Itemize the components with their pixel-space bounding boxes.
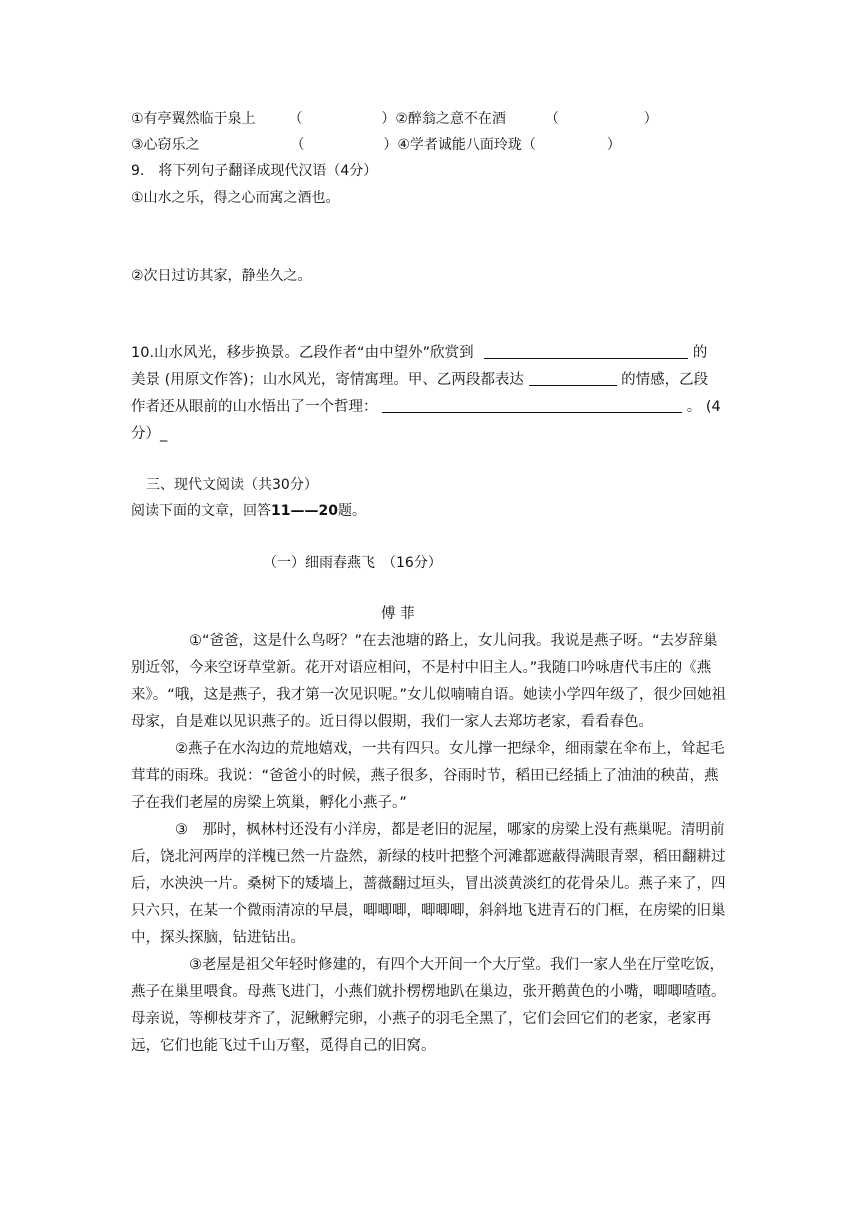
q8-paren-close-2: ）: [643, 111, 658, 127]
q10-text-2a: 美景 (用原文作答)；山水风光，寄情寓理。甲、乙两段都表达: [131, 372, 524, 388]
instruction-text-c: 题。: [337, 503, 366, 519]
section3-instruction: [131, 500, 366, 522]
q8-item-2: ）②醉翁之意不在酒: [381, 111, 506, 127]
q10-text-2b: 的情感，乙段: [621, 372, 709, 388]
article-paragraph-1: ①“爸爸，这是什么鸟呀？”在去池塘的路上，女儿问我。我说是燕子呀。“去岁辞巢别近邻，今来空讶草堂新。花开对语应相问，不是村中旧主人。”我随口吟咏唐代韦庄的《燕来》。“哦，这是燕子，我才第一次见识呢。”女儿似喃喃自语。她读小学四年级了，很少回她祖母家，自是难以见识燕子的。近日得以假期，我们一家人去郑坊老家，看看春色。: [131, 633, 727, 730]
instruction-text-a: 阅读下面的文章，回答: [131, 503, 271, 519]
q8-item-1: ①有亭翼然临于泉上: [131, 111, 256, 127]
article-paragraph-2: ②燕子在水沟边的荒地嬉戏，一共有四只。女儿撑一把绿伞，细雨蒙在伞布上，耸起毛茸茸的雨珠。我说：“爸爸小的时候，燕子很多，谷雨时节，稻田已经插上了油油的秧苗，燕子在我们老屋的房梁上筑巢，孵化小燕子。”: [131, 741, 725, 811]
article-paragraph-4: ③老屋是祖父年轻时修建的，有四个大开间一个大厅堂。我们一家人坐在厅堂吃饭，燕子在巢里喂食。母燕飞进门，小燕们就扑楞楞地趴在巢边，张开鹅黄色的小嘴，唧唧喳喳。母亲说，等柳枝芽齐了，泥鳅孵完卵，小燕子的羽毛全黑了，它们会回它们的老家，老家再远，它们也能飞过千山万壑，觅得自己的旧窝。: [131, 957, 726, 1054]
q10-line-2: [131, 369, 708, 391]
q10-blank-3[interactable]: [382, 396, 682, 413]
article-paragraph-3: ③ 那时，枫林村还没有小洋房，都是老旧的泥屋，哪家的房梁上没有燕巢呢。清明前后，饶北河两岸的洋槐已然一片盎然，新绿的枝叶把整个河滩都遮蔽得满眼青翠，稻田翻耕过后，水泱泱一片。桑树下的矮墙上，蔷薇翻过垣头，冒出淡黄淡红的花骨朵儿。燕子来了，四只六只，在某一个微雨清凉的早晨，唧唧唧，唧唧唧，斜斜地飞进青石的门框，在房梁的旧巢中，探头探脑，钻进钻出。: [131, 822, 726, 946]
q9-sentence-1: ①山水之乐，得之心而寓之酒也。: [131, 190, 340, 206]
q10-line-3: [131, 396, 721, 418]
q10-text-1a: 10.山水风光，移步换景。乙段作者“由中望外”欣赏到: [131, 345, 474, 361]
q9-answer-space-1[interactable]: [131, 212, 731, 262]
q10-line-4: 分）_: [131, 426, 168, 442]
q9-answer-space-2[interactable]: [131, 290, 731, 340]
q10-blank-2[interactable]: [529, 369, 617, 386]
q9-sentence-2: ②次日过访其家，静坐久之。: [131, 268, 312, 284]
q8-paren-open-3: （: [290, 137, 305, 153]
article-title: （一）细雨春燕飞 （16分）: [263, 555, 442, 571]
q8-paren-open-2: （: [544, 111, 559, 127]
instruction-range: 11——20: [271, 503, 338, 519]
q8-item-3: ③心窃乐之: [131, 137, 200, 153]
q10-text-3b: 。 (4: [686, 399, 721, 415]
section3-title: 三、现代文阅读（共30分）: [146, 477, 318, 493]
article-author: 傅 菲: [381, 606, 415, 622]
q8-row-2: [131, 134, 621, 156]
q10-text-3a: 作者还从眼前的山水悟出了一个哲理：: [131, 399, 378, 415]
q8-item-4: ）④学者诚能八面玲珑（: [383, 137, 536, 153]
q8-paren-open-1: （: [288, 111, 303, 127]
q10-blank-1[interactable]: [484, 342, 688, 359]
q10-line-1: [131, 342, 707, 364]
q10-text-1b: 的: [692, 345, 708, 361]
q8-paren-close-4: ）: [606, 137, 621, 153]
q8-row-1: [131, 108, 658, 130]
q9-title: 9. 将下列句子翻译成现代汉语（4分）: [131, 163, 378, 179]
